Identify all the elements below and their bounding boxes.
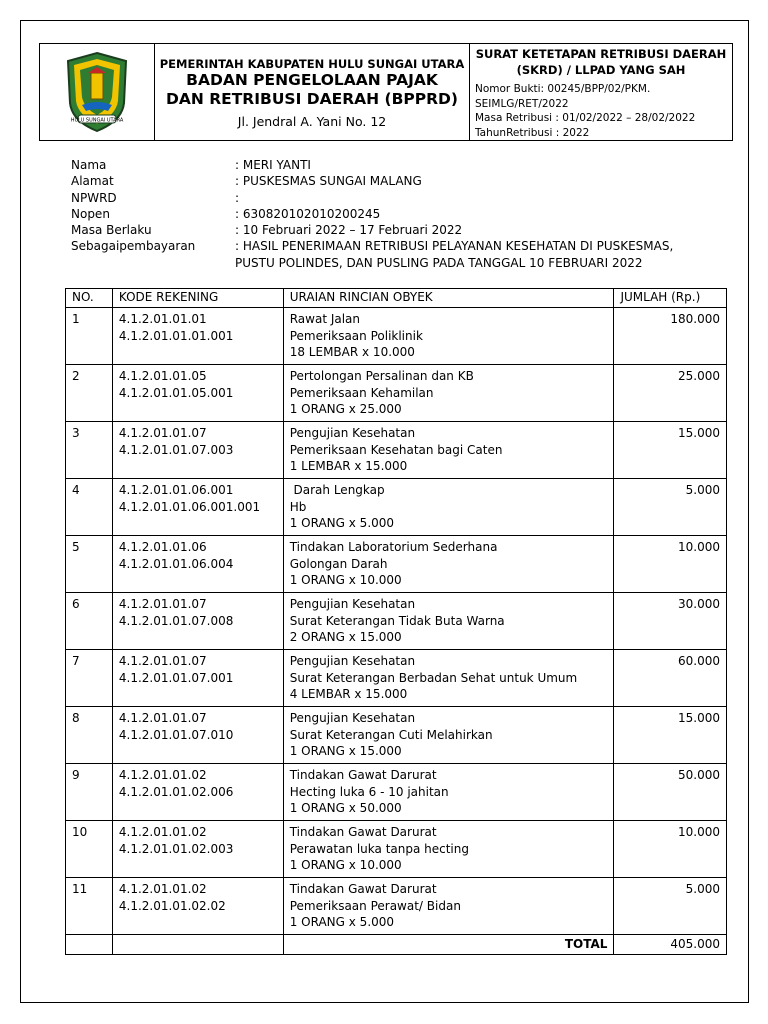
document-header [39,43,733,141]
masa-retribusi: Masa Retribusi : 01/02/2022 – 28/02/2022 [475,112,696,124]
description-line: Perawatan luka tanpa hecting [289,841,469,856]
row-description [283,422,614,479]
row-amount: 60.000 [614,650,727,707]
info-value: : [235,190,240,205]
info-value: : PUSKESMAS SUNGAI MALANG [235,174,422,189]
account-code: 4.1.2.01.01.01 [118,312,207,326]
row-number: 9 [66,764,113,821]
description-line: 2 ORANG x 15.000 [289,630,402,644]
row-description [283,878,614,935]
row-amount: 5.000 [614,878,727,935]
description-line: 1 ORANG x 5.000 [289,915,395,929]
info-row-pembayaran [71,238,675,271]
row-number: 10 [66,821,113,878]
account-code: 4.1.2.01.01.07 [118,654,207,668]
account-code: 4.1.2.01.01.07 [118,597,207,611]
total-empty-cell [66,935,113,955]
description-line: Surat Keterangan Cuti Melahirkan [289,727,493,742]
table-row [66,308,727,365]
account-code: 4.1.2.01.01.07 [118,426,207,440]
row-codes [112,821,283,878]
row-description [283,536,614,593]
info-row-npwrd [71,190,675,206]
info-row-nopen [71,206,675,222]
info-value: : HASIL PENERIMAAN RETRIBUSI PELAYANAN KESEHATAN DI PUSKESMAS, PUSTU POLINDES, DAN PUSLING PADA TANGGAL 10 FEBRUARI 2022 [235,239,674,270]
description-line: Tindakan Gawat Darurat [289,825,437,839]
info-label: Nama [71,158,107,172]
account-code: 4.1.2.01.01.05.001 [118,385,234,400]
payer-info [71,157,675,271]
account-code: 4.1.2.01.01.07 [118,711,207,725]
row-amount: 10.000 [614,536,727,593]
account-code: 4.1.2.01.01.02.003 [118,841,234,856]
account-code: 4.1.2.01.01.06.004 [118,556,234,571]
description-line: Hecting luka 6 - 10 jahitan [289,784,449,799]
header-uraian: URAIAN RINCIAN OBYEK [283,289,614,308]
description-line: Tindakan Laboratorium Sederhana [289,540,498,554]
table-row [66,650,727,707]
info-label: Alamat [71,174,114,189]
agency-name-line-1: BADAN PENGELOLAAN PAJAK [186,71,438,89]
description-line: Pemeriksaan Perawat/ Bidan [289,898,461,913]
row-description [283,593,614,650]
description-line: 18 LEMBAR x 10.000 [289,345,415,359]
account-code: 4.1.2.01.01.02 [118,882,207,896]
description-line: Pengujian Kesehatan [289,597,416,611]
info-label: Masa Berlaku [71,223,152,238]
row-codes [112,308,283,365]
total-row [66,935,727,955]
table-row [66,422,727,479]
account-code: 4.1.2.01.01.06.001.001 [118,499,261,514]
table-row [66,365,727,422]
row-description [283,650,614,707]
table-header-row [66,289,727,308]
row-amount: 10.000 [614,821,727,878]
description-line: Pemeriksaan Kehamilan [289,385,434,400]
row-number: 7 [66,650,113,707]
account-code: 4.1.2.01.01.02 [118,768,207,782]
row-description [283,365,614,422]
info-row-masa-berlaku [71,222,675,238]
info-value: : 630820102010200245 [235,206,381,221]
header-kode-rekening: KODE REKENING [112,289,283,308]
account-code: 4.1.2.01.01.07.008 [118,613,234,628]
description-line: 1 ORANG x 5.000 [289,516,395,530]
account-code: 4.1.2.01.01.07.003 [118,442,234,457]
row-number: 5 [66,536,113,593]
row-codes [112,536,283,593]
description-line: 1 ORANG x 50.000 [289,801,402,815]
row-number: 2 [66,365,113,422]
skrd-block [470,44,732,140]
tahun-retribusi: TahunRetribusi : 2022 [475,126,590,139]
info-value: : 10 Februari 2022 – 17 Februari 2022 [235,223,463,238]
description-line: 1 ORANG x 10.000 [289,573,402,587]
description-line: Pemeriksaan Poliklinik [289,328,423,343]
description-line: Pengujian Kesehatan [289,654,416,668]
description-line: Rawat Jalan [289,312,361,326]
account-code: 4.1.2.01.01.05 [118,369,207,383]
row-description [283,764,614,821]
header-no: NO. [66,289,113,308]
row-amount: 25.000 [614,365,727,422]
nomor-bukti: Nomor Bukti: 00245/BPP/02/PKM. [475,83,651,95]
table-row [66,821,727,878]
row-description [283,707,614,764]
description-line: 4 LEMBAR x 15.000 [289,687,408,701]
row-number: 6 [66,593,113,650]
row-amount: 30.000 [614,593,727,650]
row-codes [112,365,283,422]
row-codes [112,650,283,707]
account-code: 4.1.2.01.01.07.010 [118,727,234,742]
description-line: Pengujian Kesehatan [289,711,416,725]
row-number: 8 [66,707,113,764]
table-row [66,479,727,536]
row-codes [112,764,283,821]
description-line: 1 ORANG x 10.000 [289,858,402,872]
account-code: 4.1.2.01.01.06.001 [118,483,234,497]
row-codes [112,878,283,935]
description-line: Tindakan Gawat Darurat [289,882,437,896]
account-code: 4.1.2.01.01.02.006 [118,784,234,799]
account-code: 4.1.2.01.01.02 [118,825,207,839]
total-amount: 405.000 [614,935,727,955]
table-row [66,593,727,650]
description-line: Pengujian Kesehatan [289,426,416,440]
agency-name-line-2: DAN RETRIBUSI DAERAH (BPPRD) [165,90,458,108]
skrd-title-line-2: (SKRD) / LLPAD YANG SAH [516,63,686,77]
row-number: 3 [66,422,113,479]
row-codes [112,593,283,650]
agency-address: Jl. Jendral A. Yani No. 12 [237,114,387,129]
description-line: 1 LEMBAR x 15.000 [289,459,408,473]
info-label: Nopen [71,206,110,221]
row-number: 11 [66,878,113,935]
nomor-bukti-cont: SEIMLG/RET/2022 [475,97,569,110]
row-amount: 5.000 [614,479,727,536]
row-codes [112,479,283,536]
info-label: NPWRD [71,190,117,205]
row-amount: 15.000 [614,422,727,479]
retribution-table [65,288,727,955]
description-line: 1 ORANG x 25.000 [289,402,402,416]
table-row [66,536,727,593]
info-row-nama [71,157,675,173]
description-line: Darah Lengkap [289,483,385,497]
table-row [66,764,727,821]
skrd-meta [475,82,727,140]
account-code: 4.1.2.01.01.01.001 [118,328,234,343]
description-line: Surat Keterangan Berbadan Sehat untuk Umum [289,670,578,685]
row-number: 4 [66,479,113,536]
row-amount: 15.000 [614,707,727,764]
skrd-title-line-1: SURAT KETETAPAN RETRIBUSI DAERAH [475,47,727,61]
agency-title-block [155,44,470,140]
description-line: Pertolongan Persalinan dan KB [289,369,474,383]
row-number: 1 [66,308,113,365]
description-line: Hb [289,499,307,514]
description-line: Pemeriksaan Kesehatan bagi Caten [289,442,503,457]
description-line: 1 ORANG x 15.000 [289,744,402,758]
info-label: Sebagaipembayaran [71,239,196,254]
row-description [283,479,614,536]
row-codes [112,707,283,764]
row-amount: 50.000 [614,764,727,821]
table-row [66,707,727,764]
row-codes [112,422,283,479]
table-row [66,878,727,935]
account-code: 4.1.2.01.01.06 [118,540,207,554]
government-line: PEMERINTAH KABUPATEN HULU SUNGAI UTARA [159,57,465,71]
description-line: Golongan Darah [289,556,388,571]
info-value: : MERI YANTI [235,158,311,172]
row-description [283,821,614,878]
account-code: 4.1.2.01.01.07.001 [118,670,234,685]
svg-text:HULU SUNGAI UTARA: HULU SUNGAI UTARA [70,117,124,124]
info-row-alamat [71,173,675,189]
account-code: 4.1.2.01.01.02.02 [118,898,226,913]
description-line: Surat Keterangan Tidak Buta Warna [289,613,505,628]
total-label: TOTAL [283,935,614,955]
total-empty-cell [112,935,283,955]
header-jumlah: JUMLAH (Rp.) [614,289,727,308]
row-description [283,308,614,365]
logo-cell [40,44,155,140]
description-line: Tindakan Gawat Darurat [289,768,437,782]
row-amount: 180.000 [614,308,727,365]
regency-emblem-icon [64,51,130,133]
